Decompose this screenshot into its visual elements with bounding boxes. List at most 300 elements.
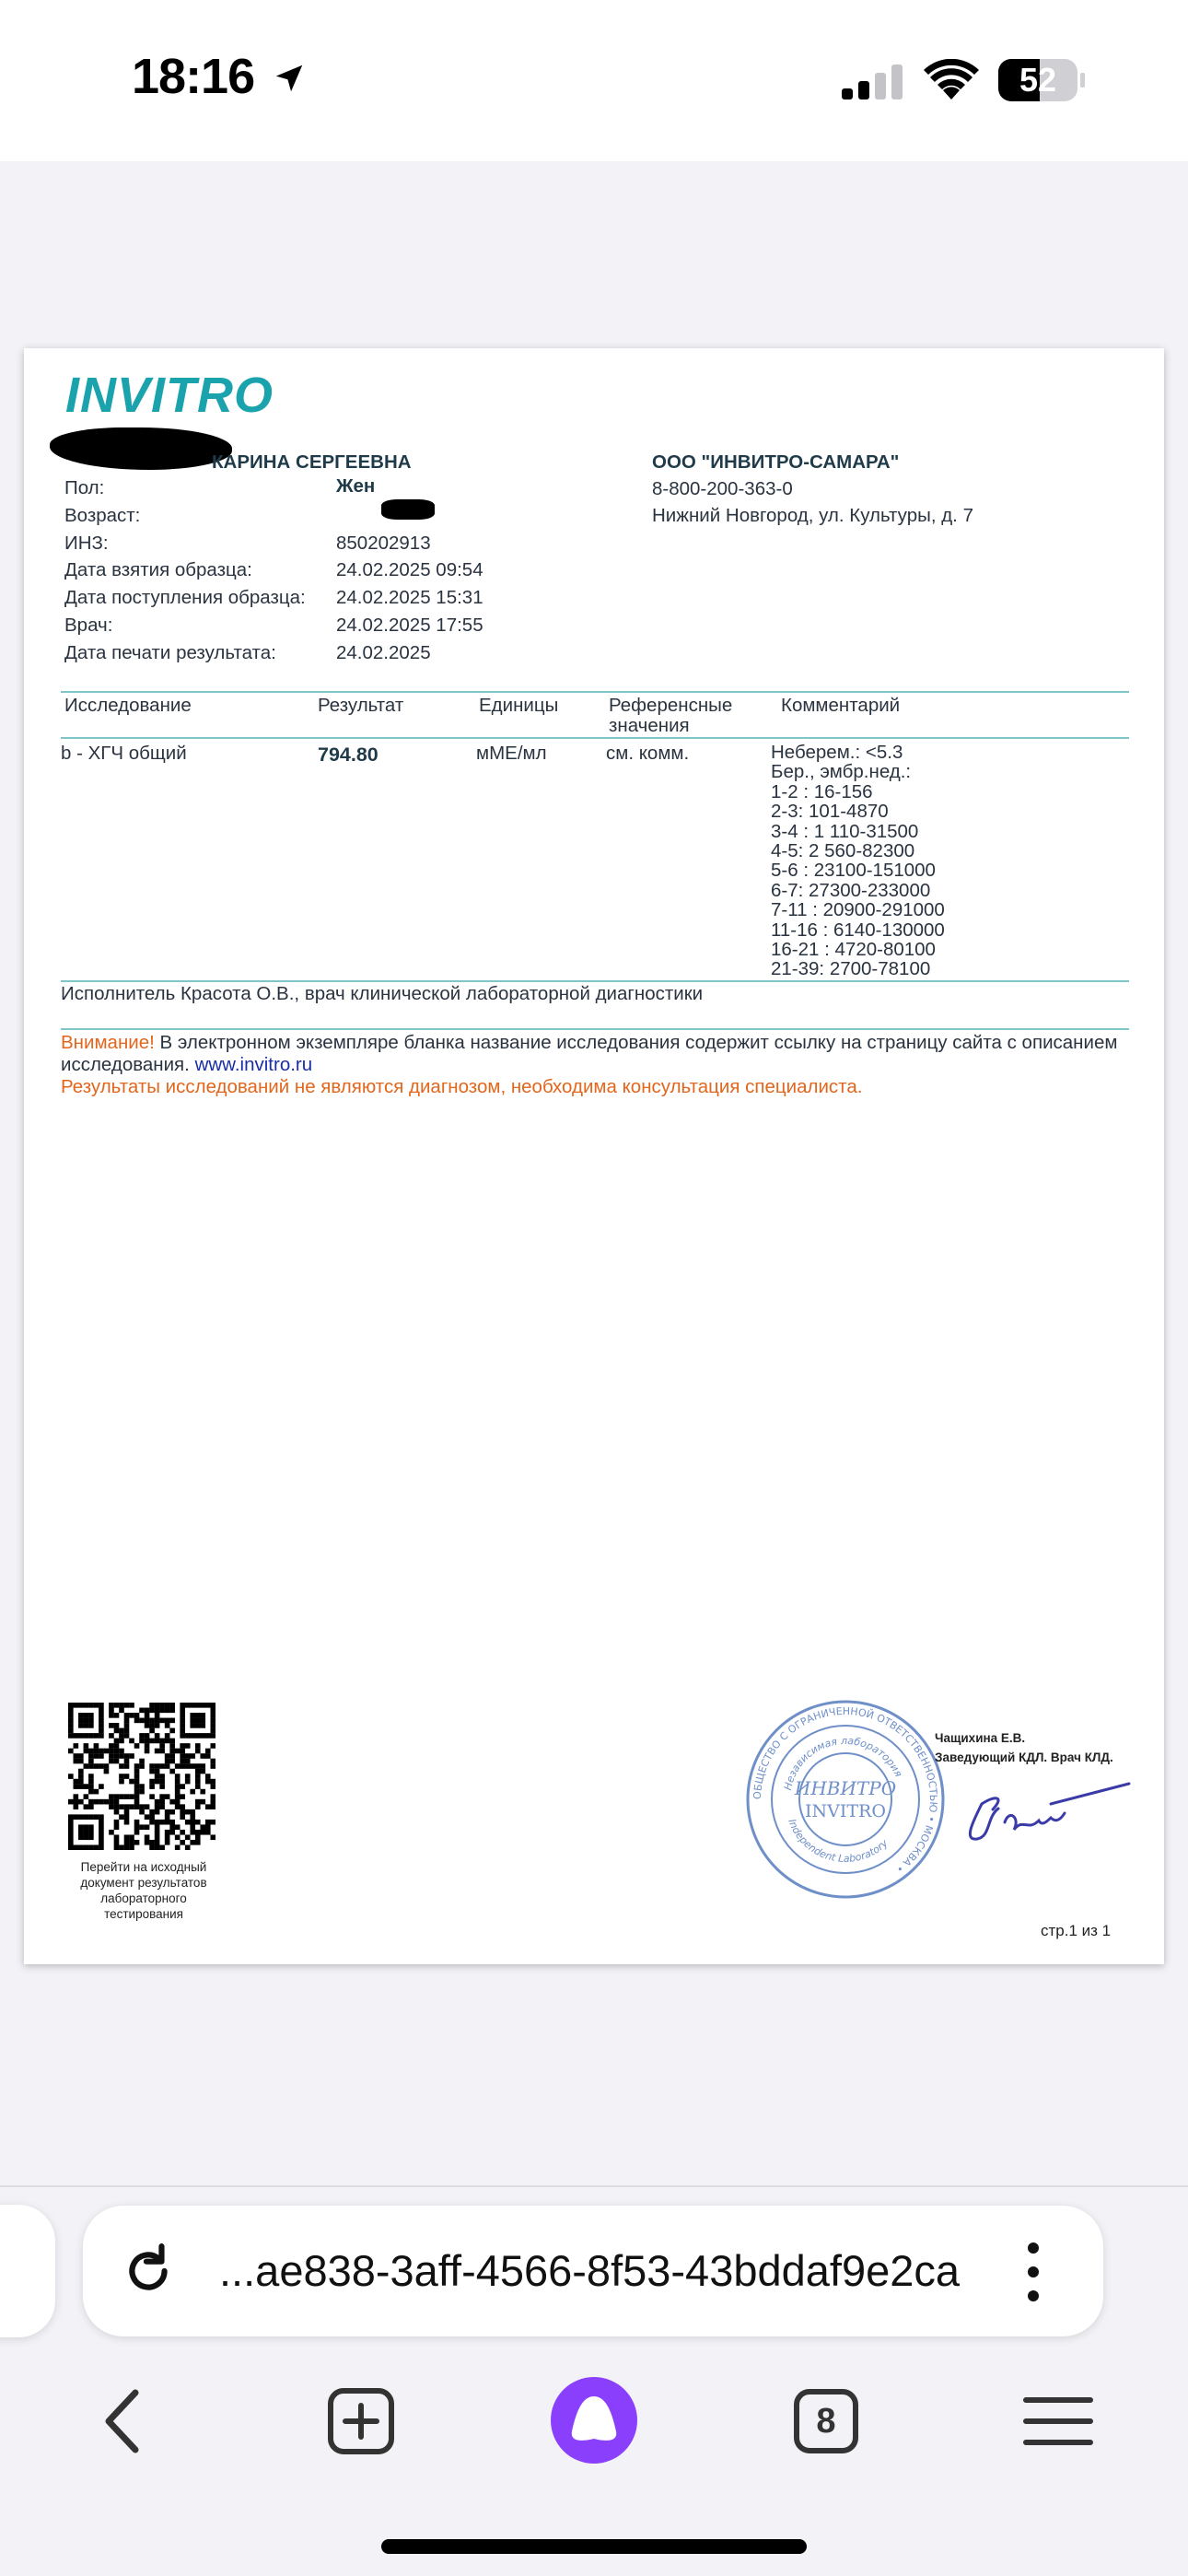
- qr-module: [165, 1753, 170, 1759]
- qr-module: [190, 1723, 195, 1728]
- qr-module: [165, 1840, 170, 1845]
- invitro-logo: INVITRO: [65, 368, 274, 423]
- qr-module: [200, 1753, 205, 1759]
- qr-module: [109, 1830, 114, 1835]
- qr-module: [190, 1814, 195, 1820]
- qr-module: [145, 1723, 150, 1728]
- qr-module: [195, 1713, 201, 1718]
- qr-module: [205, 1753, 211, 1759]
- qr-module: [190, 1713, 195, 1718]
- qr-module: [88, 1789, 94, 1795]
- qr-module: [74, 1753, 79, 1759]
- back-icon[interactable]: [85, 2380, 168, 2463]
- qr-module: [169, 1708, 175, 1714]
- qr-module: [84, 1743, 89, 1749]
- qr-module: [68, 1723, 74, 1728]
- qr-module: [119, 1779, 124, 1785]
- qr-module: [78, 1703, 84, 1708]
- result-value: 794.80: [318, 744, 379, 766]
- qr-module: [99, 1749, 104, 1754]
- qr-module: [109, 1794, 114, 1799]
- qr-module: [84, 1718, 89, 1724]
- qr-module: [124, 1820, 130, 1825]
- qr-module: [114, 1844, 120, 1850]
- qr-module: [99, 1708, 104, 1714]
- divider: [61, 980, 1129, 982]
- qr-module: [124, 1834, 130, 1840]
- qr-module: [139, 1733, 145, 1739]
- qr-module: [114, 1743, 120, 1749]
- qr-module: [145, 1743, 150, 1749]
- reload-icon[interactable]: [120, 2242, 177, 2300]
- svg-text:ОБЩЕСТВО С ОГРАНИЧЕННОЙ ОТВЕТС: ОБЩЕСТВО С ОГРАНИЧЕННОЙ ОТВЕТСТВЕННОСТЬЮ • МОСКВА •: [751, 1704, 940, 1876]
- qr-module: [180, 1749, 185, 1754]
- qr-module: [185, 1834, 191, 1840]
- qr-module: [94, 1789, 99, 1795]
- qr-module: [165, 1708, 170, 1714]
- qr-module: [149, 1723, 155, 1728]
- qr-module: [165, 1763, 170, 1769]
- qr-module: [185, 1844, 191, 1850]
- qr-module: [185, 1774, 191, 1779]
- attention-text: В электронном экземпляре бланка название исследования содержит ссылку на страницу сайта с описанием: [154, 1032, 1118, 1053]
- wifi-icon: [924, 59, 979, 101]
- qr-module: [114, 1728, 120, 1734]
- qr-module: [210, 1713, 215, 1718]
- qr-module: [149, 1809, 155, 1815]
- stamp-seal: [745, 1699, 946, 1900]
- qr-module: [155, 1739, 160, 1744]
- qr-module: [200, 1830, 205, 1835]
- qr-module: [68, 1774, 74, 1779]
- qr-module: [129, 1713, 134, 1718]
- qr-module: [175, 1844, 181, 1850]
- qr-module: [139, 1759, 145, 1764]
- status-bar: [0, 0, 1188, 161]
- qr-module: [84, 1749, 89, 1754]
- qr-module: [78, 1799, 84, 1805]
- comment-line: 21-39: 2700-78100: [771, 958, 931, 980]
- qr-module: [190, 1789, 195, 1795]
- qr-module: [78, 1753, 84, 1759]
- qr-module: [99, 1784, 104, 1789]
- qr-module: [145, 1834, 150, 1840]
- qr-module: [78, 1844, 84, 1850]
- qr-module: [124, 1723, 130, 1728]
- qr-module: [104, 1799, 110, 1805]
- qr-module: [185, 1820, 191, 1825]
- qr-module: [205, 1820, 211, 1825]
- col-header-units: Единицы: [479, 695, 559, 716]
- qr-module: [114, 1739, 120, 1744]
- qr-module: [200, 1703, 205, 1708]
- qr-module: [165, 1723, 170, 1728]
- qr-module: [134, 1804, 140, 1809]
- qr-module: [129, 1804, 134, 1809]
- qr-module: [94, 1743, 99, 1749]
- svg-text:Independent Laboratory: Independent Laboratory: [786, 1817, 891, 1866]
- qr-module: [159, 1718, 165, 1724]
- qr-module: [84, 1703, 89, 1708]
- more-vertical-icon[interactable]: [1022, 2239, 1044, 2305]
- qr-module: [119, 1733, 124, 1739]
- lab-result-document: [24, 348, 1164, 1964]
- qr-module: [99, 1820, 104, 1825]
- qr-module: [74, 1784, 79, 1789]
- qr-module: [190, 1824, 195, 1830]
- qr-module: [169, 1718, 175, 1724]
- qr-module: [190, 1820, 195, 1825]
- qr-module: [195, 1763, 201, 1769]
- qr-module: [149, 1769, 155, 1774]
- home-indicator[interactable]: [381, 2539, 807, 2554]
- qr-module: [134, 1774, 140, 1779]
- qr-module: [210, 1703, 215, 1708]
- qr-module: [175, 1794, 181, 1799]
- redaction-mark: [50, 427, 232, 470]
- qr-module: [185, 1753, 191, 1759]
- qr-module: [84, 1733, 89, 1739]
- qr-module: [114, 1713, 120, 1718]
- qr-module: [175, 1774, 181, 1779]
- qr-module: [119, 1739, 124, 1744]
- qr-module: [155, 1713, 160, 1718]
- qr-module: [195, 1784, 201, 1789]
- qr-module: [134, 1824, 140, 1830]
- qr-module: [68, 1799, 74, 1805]
- performer: Исполнитель Красота О.В., врач клинической лабораторной диагностики: [61, 983, 704, 1004]
- qr-module: [165, 1794, 170, 1799]
- qr-module: [149, 1784, 155, 1789]
- qr-module: [68, 1844, 74, 1850]
- qr-module: [99, 1728, 104, 1734]
- qr-module: [155, 1763, 160, 1769]
- qr-module: [175, 1784, 181, 1789]
- qr-module: [109, 1733, 114, 1739]
- qr-module: [180, 1703, 185, 1708]
- qr-module: [88, 1804, 94, 1809]
- qr-module: [114, 1723, 120, 1728]
- qr-module: [124, 1753, 130, 1759]
- qr-module: [175, 1799, 181, 1805]
- qr-module: [119, 1753, 124, 1759]
- qr-module: [139, 1718, 145, 1724]
- qr-module: [68, 1824, 74, 1830]
- qr-module: [200, 1789, 205, 1795]
- qr-module: [78, 1814, 84, 1820]
- qr-module: [165, 1834, 170, 1840]
- field-label-inz: ИНЗ:: [64, 533, 109, 554]
- qr-module: [149, 1739, 155, 1744]
- qr-module: [185, 1809, 191, 1815]
- qr-module: [109, 1753, 114, 1759]
- qr-module: [134, 1784, 140, 1789]
- qr-module: [74, 1804, 79, 1809]
- qr-module: [139, 1809, 145, 1815]
- qr-module: [210, 1779, 215, 1785]
- svg-text:INVITRO: INVITRO: [805, 1801, 886, 1821]
- qr-module: [114, 1753, 120, 1759]
- qr-module: [109, 1804, 114, 1809]
- qr-module: [205, 1824, 211, 1830]
- qr-module: [124, 1794, 130, 1799]
- comment-line: 5-6 : 23100-151000: [771, 860, 936, 882]
- qr-module: [78, 1723, 84, 1728]
- new-tab-icon[interactable]: [320, 2380, 402, 2463]
- qr-module: [159, 1703, 165, 1708]
- qr-module: [149, 1763, 155, 1769]
- qr-module: [114, 1834, 120, 1840]
- qr-module: [190, 1733, 195, 1739]
- qr-module: [195, 1718, 201, 1724]
- qr-module: [124, 1759, 130, 1764]
- qr-module: [155, 1774, 160, 1779]
- qr-module: [119, 1814, 124, 1820]
- qr-module: [88, 1830, 94, 1835]
- qr-module: [159, 1774, 165, 1779]
- comment-line: 16-21 : 4720-80100: [771, 939, 936, 961]
- qr-module: [88, 1784, 94, 1789]
- qr-module: [155, 1834, 160, 1840]
- qr-module: [195, 1840, 201, 1845]
- qr-module: [180, 1728, 185, 1734]
- qr-module: [114, 1820, 120, 1825]
- qr-module: [114, 1703, 120, 1708]
- qr-module: [124, 1840, 130, 1845]
- qr-module: [200, 1799, 205, 1805]
- website-link[interactable]: www.invitro.ru: [194, 1054, 313, 1075]
- qr-module: [165, 1814, 170, 1820]
- qr-module: [68, 1703, 74, 1708]
- qr-module: [99, 1834, 104, 1840]
- url-text[interactable]: ...ae838-3aff-4566-8f53-43bddaf9e2ca: [219, 2246, 961, 2295]
- alice-icon[interactable]: [548, 2374, 640, 2466]
- qr-module: [119, 1708, 124, 1714]
- qr-module: [180, 1718, 185, 1724]
- qr-module: [169, 1769, 175, 1774]
- qr-module: [145, 1733, 150, 1739]
- qr-module: [180, 1713, 185, 1718]
- qr-module: [88, 1844, 94, 1850]
- signature: [954, 1767, 1138, 1850]
- comment-line: 2-3: 101-4870: [771, 801, 889, 823]
- qr-module: [155, 1844, 160, 1850]
- qr-module: [109, 1799, 114, 1805]
- comment-line: 3-4 : 1 110-31500: [771, 820, 919, 842]
- qr-module: [200, 1769, 205, 1774]
- lab-phone: 8-800-200-363-0: [652, 478, 793, 499]
- qr-module: [155, 1830, 160, 1835]
- menu-icon[interactable]: [1017, 2380, 1100, 2463]
- qr-module: [119, 1703, 124, 1708]
- qr-module: [78, 1784, 84, 1789]
- qr-module: [185, 1763, 191, 1769]
- qr-module: [210, 1794, 215, 1799]
- qr-module: [124, 1718, 130, 1724]
- result-reference: см. комм.: [606, 743, 690, 764]
- qr-module: [200, 1723, 205, 1728]
- qr-module: [210, 1759, 215, 1764]
- qr-module: [84, 1763, 89, 1769]
- qr-module: [195, 1774, 201, 1779]
- qr-module: [99, 1703, 104, 1708]
- qr-module: [185, 1759, 191, 1764]
- qr-module: [169, 1743, 175, 1749]
- qr-module: [149, 1794, 155, 1799]
- qr-module: [149, 1844, 155, 1850]
- qr-module: [74, 1779, 79, 1785]
- qr-module: [88, 1759, 94, 1764]
- col-header-comment: Комментарий: [781, 695, 901, 716]
- svg-text:ИНВИТРО: ИНВИТРО: [794, 1777, 897, 1799]
- signer-block: [935, 1728, 1113, 1767]
- qr-module: [104, 1763, 110, 1769]
- field-label-sex: Пол:: [64, 477, 105, 498]
- qr-module: [139, 1739, 145, 1744]
- qr-module: [84, 1804, 89, 1809]
- qr-module: [159, 1784, 165, 1789]
- qr-module: [200, 1713, 205, 1718]
- qr-module: [134, 1799, 140, 1805]
- qr-module: [155, 1718, 160, 1724]
- qr-module: [180, 1794, 185, 1799]
- qr-module: [84, 1794, 89, 1799]
- qr-module: [169, 1703, 175, 1708]
- qr-module: [155, 1840, 160, 1845]
- qr-module: [99, 1733, 104, 1739]
- address-bar[interactable]: [83, 2206, 1103, 2336]
- field-value-doctor: 24.02.2025 17:55: [336, 615, 483, 636]
- qr-module: [94, 1814, 99, 1820]
- qr-module: [84, 1723, 89, 1728]
- qr-module: [210, 1804, 215, 1809]
- qr-module: [210, 1763, 215, 1769]
- qr-module: [99, 1799, 104, 1805]
- comment-line: 4-5: 2 560-82300: [771, 840, 915, 862]
- qr-module: [165, 1830, 170, 1835]
- qr-module: [159, 1799, 165, 1805]
- qr-module: [185, 1779, 191, 1785]
- qr-module: [94, 1763, 99, 1769]
- qr-module: [210, 1733, 215, 1739]
- qr-module: [205, 1774, 211, 1779]
- qr-module: [68, 1728, 74, 1734]
- qr-module: [165, 1739, 170, 1744]
- qr-module: [190, 1809, 195, 1815]
- field-label-age: Возраст:: [64, 505, 141, 526]
- qr-module: [124, 1763, 130, 1769]
- qr-module: [104, 1769, 110, 1774]
- attention-word: Внимание!: [61, 1032, 155, 1053]
- page-number: стр.1 из 1: [1041, 1922, 1112, 1939]
- qr-module: [88, 1733, 94, 1739]
- qr-module: [78, 1759, 84, 1764]
- qr-module: [155, 1723, 160, 1728]
- result-study-name[interactable]: b - ХГЧ общий: [61, 743, 187, 764]
- disclaimer: Результаты исследований не являются диагнозом, необходима консультация специалиста.: [61, 1076, 863, 1097]
- field-label-print-date: Дата печати результата:: [64, 642, 276, 663]
- qr-module: [88, 1824, 94, 1830]
- qr-module: [149, 1779, 155, 1785]
- qr-module: [169, 1799, 175, 1805]
- qr-module: [169, 1809, 175, 1815]
- qr-module: [155, 1779, 160, 1785]
- qr-module: [119, 1844, 124, 1850]
- qr-module: [180, 1830, 185, 1835]
- field-label-sample-received: Дата поступления образца:: [64, 587, 306, 608]
- qr-module: [180, 1814, 185, 1820]
- col-header-reference: Референсные: [609, 695, 733, 716]
- qr-module: [109, 1749, 114, 1754]
- qr-module: [149, 1718, 155, 1724]
- qr-module: [78, 1774, 84, 1779]
- qr-module: [99, 1753, 104, 1759]
- qr-module: [205, 1733, 211, 1739]
- qr-module: [165, 1809, 170, 1815]
- qr-module: [145, 1708, 150, 1714]
- qr-module: [180, 1708, 185, 1714]
- qr-module: [149, 1703, 155, 1708]
- qr-caption: Перейти на исходный документ результатов лабораторного тестирования: [80, 1860, 207, 1921]
- qr-module: [155, 1703, 160, 1708]
- qr-module: [165, 1718, 170, 1724]
- qr-module: [210, 1708, 215, 1714]
- qr-module: [165, 1759, 170, 1764]
- qr-module: [114, 1804, 120, 1809]
- qr-module: [200, 1718, 205, 1724]
- qr-module: [74, 1733, 79, 1739]
- qr-module: [155, 1804, 160, 1809]
- attention-text-2: исследования.: [61, 1054, 195, 1075]
- qr-module: [124, 1703, 130, 1708]
- previous-tab-peek[interactable]: [0, 2205, 55, 2337]
- qr-module: [145, 1840, 150, 1845]
- qr-module: [88, 1703, 94, 1708]
- qr-module: [165, 1820, 170, 1825]
- qr-module: [205, 1749, 211, 1754]
- qr-module: [114, 1749, 120, 1754]
- qr-module: [195, 1743, 201, 1749]
- qr-module: [145, 1804, 150, 1809]
- qr-module: [124, 1774, 130, 1779]
- qr-module: [180, 1784, 185, 1789]
- qr-module: [210, 1718, 215, 1724]
- qr-module: [145, 1749, 150, 1754]
- qr-module: [155, 1733, 160, 1739]
- qr-module: [129, 1794, 134, 1799]
- divider: [0, 2185, 1188, 2187]
- qr-module: [74, 1814, 79, 1820]
- qr-module: [129, 1834, 134, 1840]
- qr-module: [68, 1820, 74, 1825]
- qr-code[interactable]: [68, 1703, 215, 1850]
- qr-module: [195, 1733, 201, 1739]
- qr-module: [129, 1739, 134, 1744]
- qr-module: [205, 1703, 211, 1708]
- qr-module: [195, 1723, 201, 1728]
- tabs-button[interactable]: [785, 2380, 868, 2463]
- qr-module: [180, 1733, 185, 1739]
- qr-module: [99, 1844, 104, 1850]
- qr-module: [129, 1840, 134, 1845]
- qr-module: [155, 1749, 160, 1754]
- qr-module: [99, 1718, 104, 1724]
- comment-line: 11-16 : 6140-130000: [771, 919, 945, 941]
- qr-module: [88, 1718, 94, 1724]
- qr-module: [109, 1713, 114, 1718]
- qr-module: [175, 1789, 181, 1795]
- qr-module: [180, 1840, 185, 1845]
